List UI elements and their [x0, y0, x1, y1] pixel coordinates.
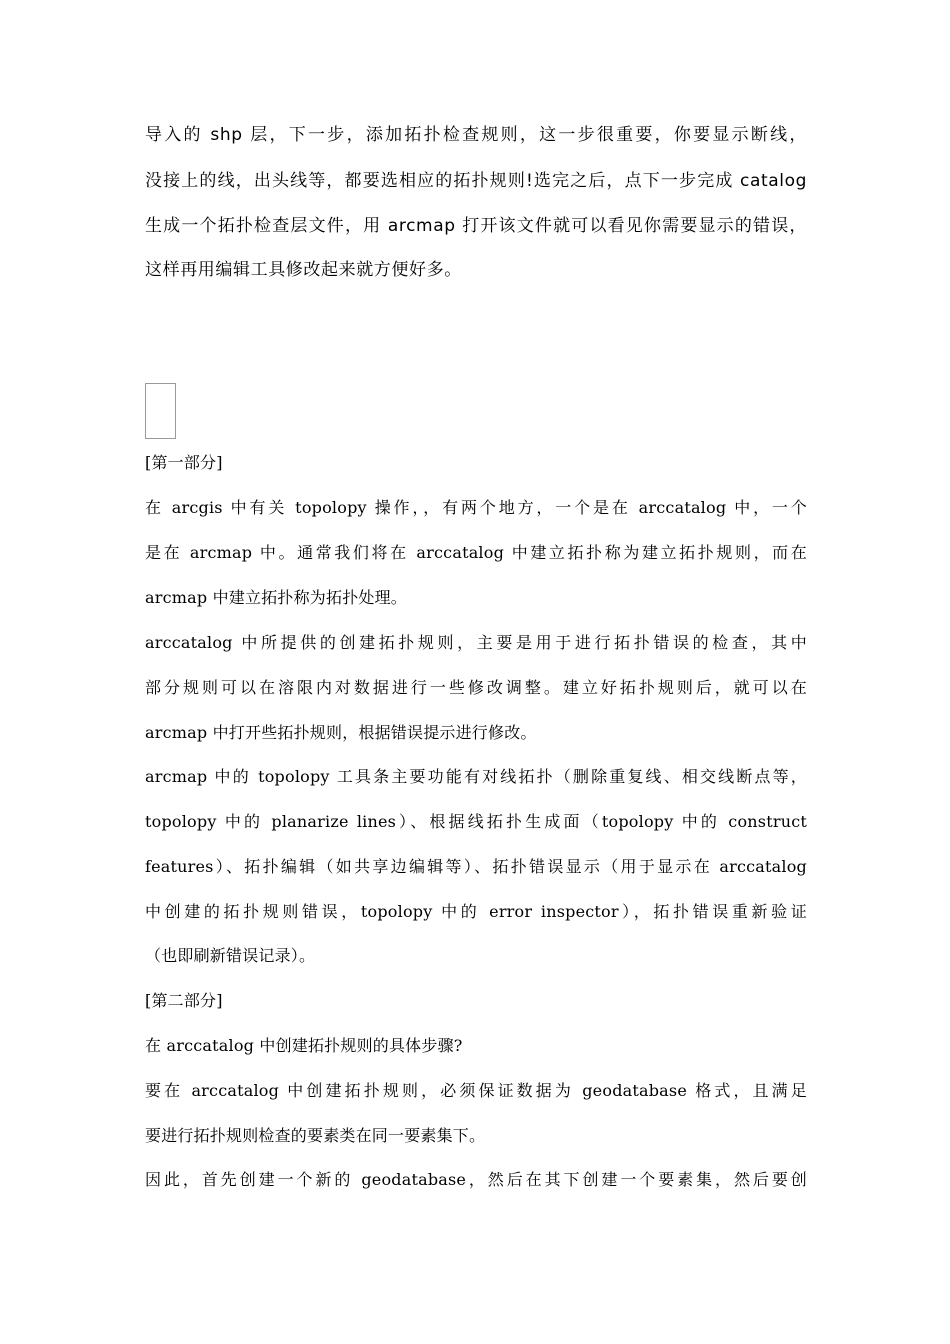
part1-line-2: 是在 arcmap 中。通常我们将在 arccatalog 中建立拓扑称为建立拓扑规则，而在 — [145, 543, 807, 562]
part1-line-8: topolopy 中的 planarize lines）、根据线拓扑生成面（topolopy 中的 construct — [145, 812, 807, 831]
broken-image-icon — [145, 383, 176, 439]
intro-line-2: 没接上的线，出头线等，都要选相应的拓扑规则!选完之后，点下一步完成 catalog — [145, 171, 807, 191]
part2-line-2: 要在 arccatalog 中创建拓扑规则，必须保证数据为 geodatabase 格式，且满足 — [145, 1081, 807, 1100]
part2-line-4: 因此，首先创建一个新的 geodatabase，然后在其下创建一个要素集，然后要创 — [145, 1170, 807, 1189]
intro-line-4: 这样再用编辑工具修改起来就方便好多。 — [145, 260, 462, 280]
part1-line-1: 在 arcgis 中有关 topolopy 操作，，有两个地方，一个是在 arccatalog 中，一个 — [145, 498, 807, 517]
intro-line-3: 生成一个拓扑检查层文件，用 arcmap 打开该文件就可以看见你需要显示的错误， — [145, 216, 807, 236]
part1-line-11: （也即刷新错误记录）。 — [145, 946, 316, 965]
part2-line-3: 要进行拓扑规则检查的要素类在同一要素集下。 — [145, 1126, 486, 1145]
part1-line-4: arccatalog 中所提供的创建拓扑规则，主要是用于进行拓扑错误的检查，其中 — [145, 633, 807, 652]
intro-line-1: 导入的 shp 层，下一步，添加拓扑检查规则，这一步很重要，你要显示断线， — [145, 125, 807, 145]
part1-line-6: arcmap 中打开些拓扑规则，根据错误提示进行修改。 — [145, 723, 537, 742]
part2-line-1: 在 arccatalog 中创建拓扑规则的具体步骤? — [145, 1036, 463, 1055]
part1-line-7: arcmap 中的 topolopy 工具条主要功能有对线拓扑（删除重复线、相交线断点等， — [145, 767, 807, 786]
part1-line-5: 部分规则可以在溶限内对数据进行一些修改调整。建立好拓扑规则后，就可以在 — [145, 678, 807, 697]
part2-heading: [第二部分] — [145, 991, 223, 1010]
part1-heading: [第一部分] — [145, 453, 223, 472]
part1-line-3: arcmap 中建立拓扑称为拓扑处理。 — [145, 588, 407, 607]
part1-line-9: features）、拓扑编辑（如共享边编辑等）、拓扑错误显示（用于显示在 arccatalog — [145, 857, 807, 876]
part1-line-10: 中创建的拓扑规则错误，topolopy 中的 error inspector），拓扑错误重新验证 — [145, 902, 807, 921]
